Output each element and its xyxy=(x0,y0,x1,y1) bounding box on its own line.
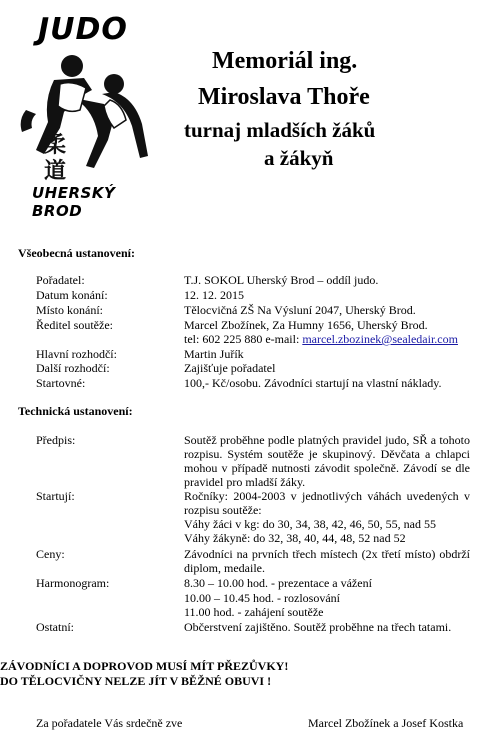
row-label-reditel: Ředitel soutěže: xyxy=(36,318,113,332)
row-label-startuji: Startují: xyxy=(36,489,75,503)
technical-heading: Technická ustanovení: xyxy=(18,404,133,418)
warning-line-2: DO TĚLOCVIČNY NELZE JÍT V BĚŽNÉ OBUVI ! xyxy=(0,674,272,688)
row-value-misto: Tělocvičná ZŠ Na Výsluní 2047, Uherský Brod. xyxy=(184,303,416,317)
row-label-datum: Datum konání: xyxy=(36,288,108,302)
title-line-3: turnaj mladších žáků xyxy=(184,118,376,142)
row-label-ceny: Ceny: xyxy=(36,547,65,561)
contact-email-link[interactable]: marcel.zbozinek@sealedair.com xyxy=(302,332,458,346)
harmonogram-item-2: 10.00 – 10.45 hod. - rozlosování xyxy=(184,591,340,605)
contact-phone: tel: 602 225 880 e-mail: xyxy=(184,332,303,346)
logo-judo-text: JUDO xyxy=(38,12,128,47)
harmonogram-item-1: 8.30 – 10.00 hod. - prezentace a vážení xyxy=(184,576,372,590)
row-label-ostatni: Ostatní: xyxy=(36,620,74,634)
judo-fighters-illustration xyxy=(14,40,164,190)
row-value-hlavni-rozhodci: Martin Juřík xyxy=(184,347,244,361)
row-value-dalsi-rozhodci: Zajišťuje pořadatel xyxy=(184,361,276,375)
ceny-text: Závodníci na prvních třech místech (2x třetí místo) obdrží diplom, medaile. xyxy=(184,547,470,575)
row-value-poradatel: T.J. SOKOL Uherský Brod – oddíl judo. xyxy=(184,273,379,287)
row-label-predpis: Předpis: xyxy=(36,433,76,447)
row-label-misto: Místo konání: xyxy=(36,303,104,317)
vahy-zaci: Váhy žáci v kg: do 30, 34, 38, 42, 46, 50, 55, nad 55 xyxy=(184,517,436,531)
title-line-1: Memoriál ing. xyxy=(212,48,358,74)
logo-city-text: UHERSKÝ BROD xyxy=(32,184,116,220)
club-logo xyxy=(14,12,164,220)
ostatni-text: Občerstvení zajištěno. Soutěž proběhne na třech tatami. xyxy=(184,620,452,634)
row-label-hlavni-rozhodci: Hlavní rozhodčí: xyxy=(36,347,117,361)
general-heading: Všeobecná ustanovení: xyxy=(18,246,136,260)
predpis-text: Soutěž proběhne podle platných pravidel judo, SŘ a tohoto rozpisu. Systém soutěže je skupinový. Děvčata a chlapci mohou v případě nutnosti závodit společně. Závodí se dle pravidel pro mladší žáky. xyxy=(184,433,470,489)
row-value-reditel: Marcel Zbožínek, Za Humny 1656, Uherský Brod. xyxy=(184,318,428,332)
title-line-2: Miroslava Thoře xyxy=(198,84,370,110)
title-line-4: a žákyň xyxy=(264,146,334,170)
warning-line-1: ZÁVODNÍCI A DOPROVOD MUSÍ MÍT PŘEZŮVKY! xyxy=(0,659,289,673)
row-value-datum: 12. 12. 2015 xyxy=(184,288,244,302)
footer-invitation: Za pořadatele Vás srdečně zve xyxy=(36,716,183,730)
row-value-startovne: 100,- Kč/osobu. Závodníci startují na vlastní náklady. xyxy=(184,376,442,390)
row-label-dalsi-rozhodci: Další rozhodčí: xyxy=(36,361,110,375)
harmonogram-item-3: 11.00 hod. - zahájení soutěže xyxy=(184,605,324,619)
startuji-text: Ročníky: 2004-2003 v jednotlivých váhách uvedených v rozpisu soutěže: xyxy=(184,489,470,517)
row-value-contact xyxy=(184,332,458,346)
logo-kanji-ju: 柔 xyxy=(44,133,67,158)
logo-kanji-do: 道 xyxy=(44,159,67,184)
vahy-zakyne: Váhy žákyně: do 32, 38, 40, 44, 48, 52 nad 52 xyxy=(184,531,406,545)
row-label-harmonogram: Harmonogram: xyxy=(36,576,110,590)
row-label-poradatel: Pořadatel: xyxy=(36,273,85,287)
footer-signatures: Marcel Zbožínek a Josef Kostka xyxy=(308,716,464,730)
row-label-startovne: Startovné: xyxy=(36,376,86,390)
